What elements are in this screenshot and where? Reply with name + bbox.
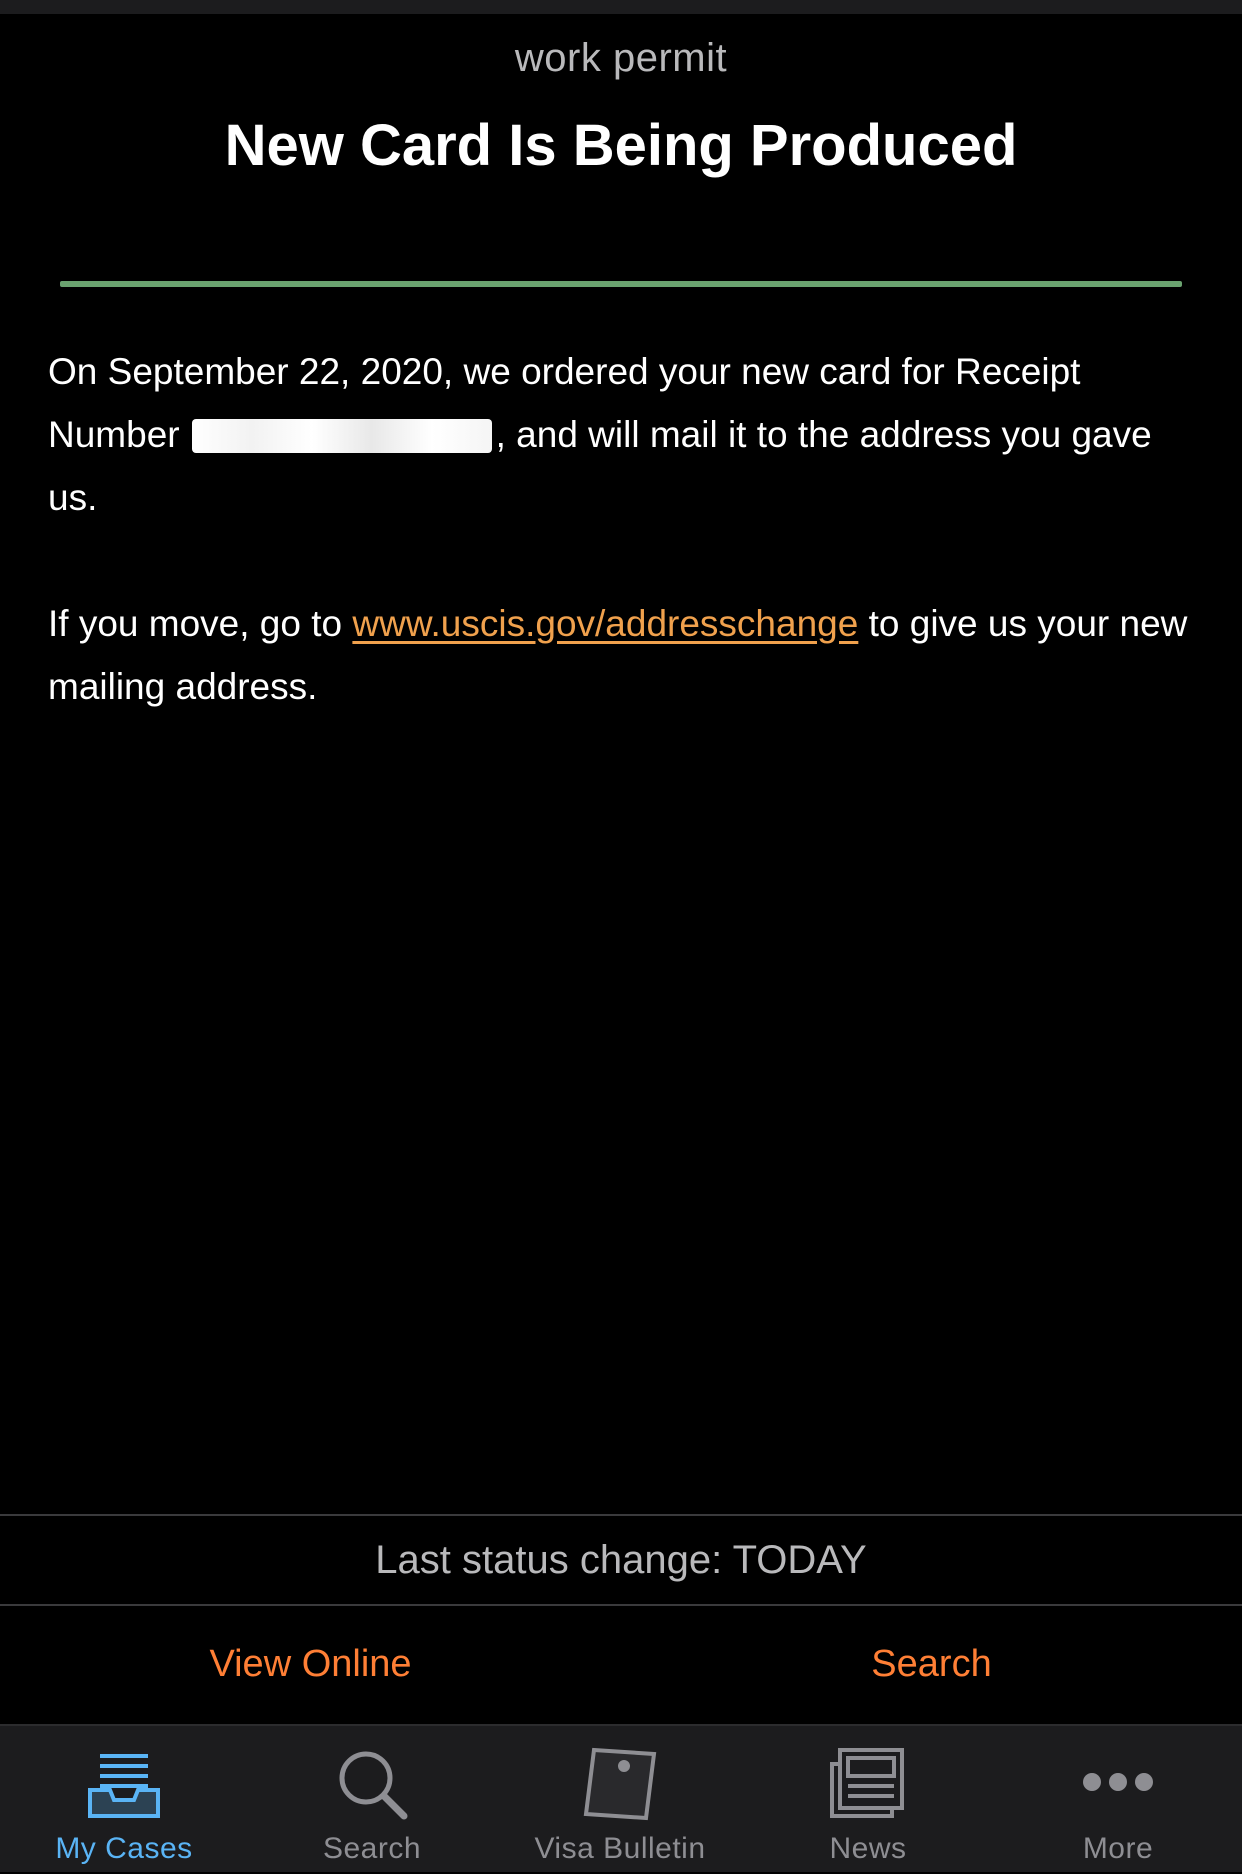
status-message [48,340,1198,781]
inbox-tray-icon [84,1744,164,1824]
status-progress-bar [60,281,1182,287]
status-paragraph-1: On September 22, 2020, we ordered your new card for Receipt Number , and will mail it to the address you gave us. [48,351,1152,518]
tab-more[interactable]: More [994,1726,1242,1874]
tab-search[interactable]: Search [248,1726,496,1874]
tab-bar [0,1724,1242,1872]
top-status-strip [0,0,1242,14]
note-pin-icon [580,1744,660,1824]
last-status-change: Last status change: TODAY [375,1538,867,1582]
case-status-title: New Card Is Being Produced [224,113,1018,178]
address-change-link[interactable]: www.uscis.gov/addresschange [352,603,859,644]
ellipsis-icon [1078,1744,1158,1824]
case-type-subtitle: work permit [514,36,728,80]
search-button[interactable]: Search [871,1643,992,1685]
magnifier-icon [332,1744,412,1824]
tab-visa-bulletin[interactable]: Visa Bulletin [496,1726,744,1874]
divider-bottom [0,1604,1242,1606]
status-paragraph-2: If you move, go to www.uscis.gov/addresschange to give us your new mailing address. [48,603,1188,707]
tab-my-cases[interactable]: My Cases [0,1726,248,1874]
redacted-receipt-number [192,419,492,453]
newspaper-icon [828,1744,908,1824]
tab-news[interactable]: News [744,1726,992,1874]
view-online-button[interactable]: View Online [209,1643,412,1685]
